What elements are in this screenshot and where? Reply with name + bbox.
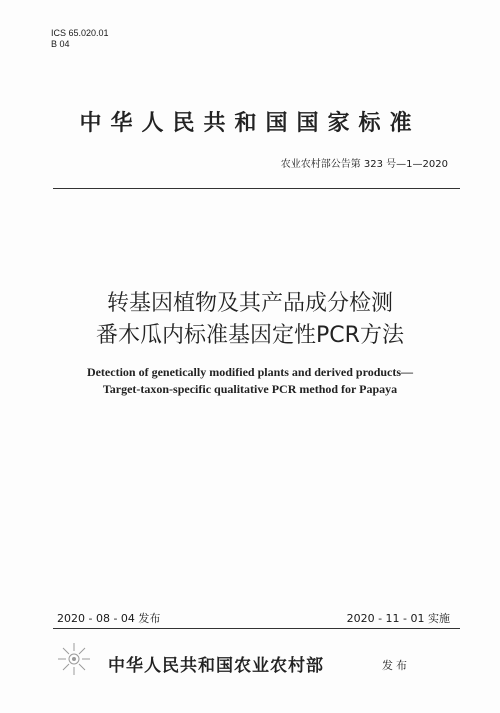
footer-divider	[53, 628, 460, 629]
ics-code: ICS 65.020.01	[51, 28, 109, 38]
ministry-emblem-icon	[55, 640, 93, 678]
implementation-date: 2020 - 11 - 01 实施	[346, 612, 450, 625]
english-title-line-2: Target-taxon-specific qualitative PCR method for Papaya	[102, 382, 398, 396]
english-title-line-1: Detection of genetically modified plants and derived products—	[86, 365, 414, 379]
chinese-title-line-1: 转基因植物及其产品成分检测	[106, 291, 393, 316]
chinese-title-line-2: 番木瓜内标准基因定性PCR方法	[96, 323, 404, 348]
header-divider	[53, 188, 460, 189]
national-standard-title: 中华人民共和国国家标准	[79, 110, 421, 136]
issue-date: 2020 - 08 - 04 发布	[57, 612, 161, 625]
ics-classification	[51, 28, 109, 50]
chinese-classification-code: B 04	[51, 39, 70, 49]
announcement-number: 农业农村部公告第 323 号—1—2020	[280, 159, 448, 170]
publish-label: 发布	[382, 659, 410, 672]
publisher-name: 中华人民共和国农业农村部	[108, 656, 324, 676]
